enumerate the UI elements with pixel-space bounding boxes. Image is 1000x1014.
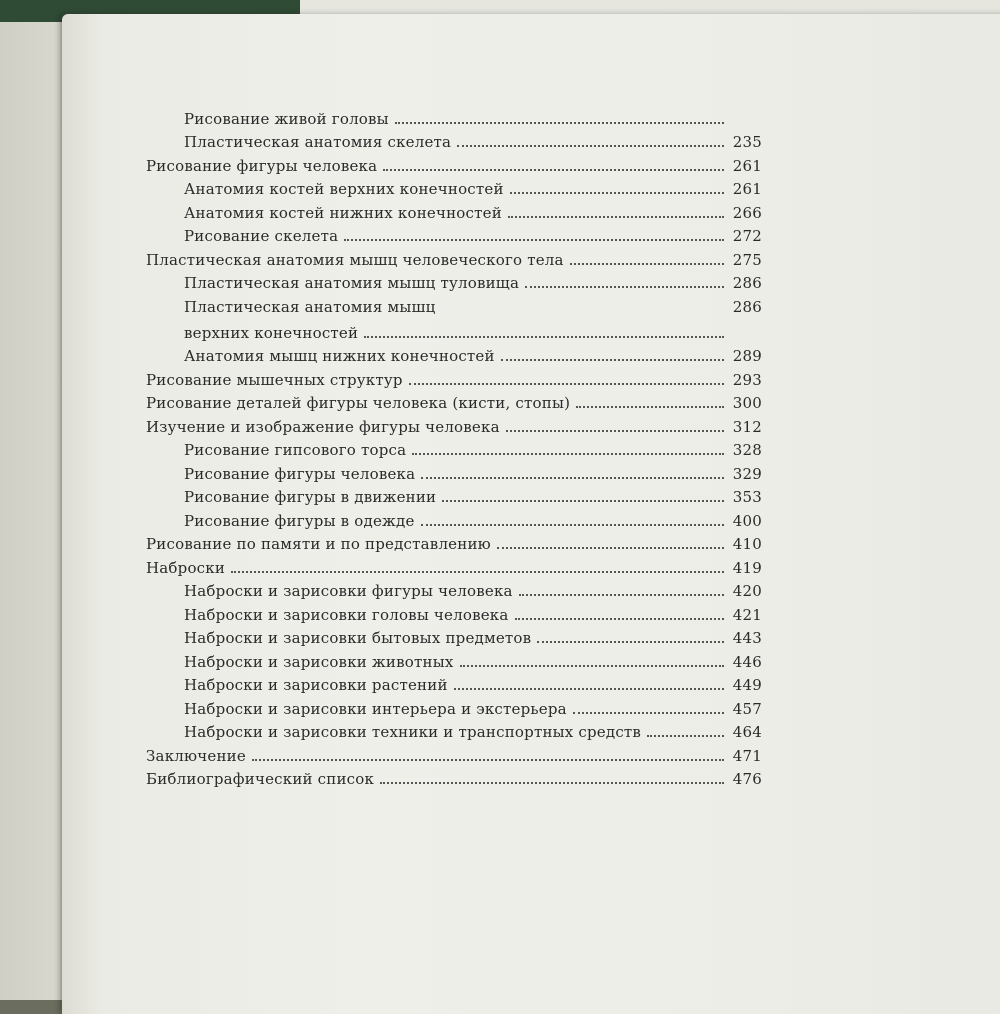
toc-entry-title: Рисование деталей фигуры человека (кисти, стопы) <box>146 394 571 412</box>
toc-entry <box>146 647 762 671</box>
toc-entry-title: Рисование по памяти и по представлению <box>146 535 491 553</box>
dot-leader <box>395 121 724 124</box>
toc-entry-title: Наброски и зарисовки бытовых предметов <box>184 629 532 647</box>
dot-leader <box>508 215 724 218</box>
dot-leader <box>647 734 724 737</box>
dot-leader <box>421 523 724 526</box>
toc-entry-title: Рисование скелета <box>184 227 339 245</box>
toc-entry-title: Наброски и зарисовки техники и транспортных средств <box>184 723 642 741</box>
toc-entry <box>146 104 762 128</box>
toc-entry <box>146 718 762 742</box>
toc-entry-title: Пластическая анатомия мышц <box>184 297 436 316</box>
dot-leader <box>515 617 724 620</box>
toc-page-number: 419 <box>732 558 762 577</box>
toc-entry-title: Изучение и изображение фигуры человека <box>146 417 500 436</box>
dot-leader <box>409 382 724 385</box>
toc-entry-title: Пластическая анатомия мышц туловища <box>184 274 520 292</box>
dot-leader <box>525 285 724 288</box>
dot-leader <box>252 758 724 761</box>
toc-entry <box>146 365 762 389</box>
toc-entry-title: Рисование живой головы <box>184 109 389 128</box>
toc-entry <box>146 412 762 436</box>
toc-entry <box>146 245 762 269</box>
toc-entry <box>146 694 762 718</box>
toc-entry <box>146 577 762 601</box>
dot-leader <box>442 499 724 502</box>
toc-entry <box>146 292 762 316</box>
toc-entry <box>146 151 762 175</box>
toc-entry <box>146 741 762 765</box>
toc-entry-title: Заключение <box>146 746 246 765</box>
toc-entry <box>146 671 762 695</box>
dot-leader <box>421 476 724 479</box>
dot-leader <box>412 452 724 455</box>
toc-entry <box>146 765 762 789</box>
toc-entry-title: Рисование мышечных структур <box>146 370 403 389</box>
toc-entry <box>146 389 762 413</box>
toc-page-number: 286 <box>732 297 762 316</box>
toc-entry <box>146 128 762 152</box>
toc-page-number: 300 <box>732 394 762 412</box>
toc-entry <box>146 222 762 246</box>
dot-leader <box>510 191 724 194</box>
dot-leader <box>364 335 724 338</box>
toc-entry-title: Библиографический список <box>146 770 375 788</box>
dot-leader <box>497 546 724 549</box>
toc-entry-title: Пластическая анатомия скелета <box>184 133 452 151</box>
toc-page-number: 457 <box>732 699 762 718</box>
toc-entry <box>146 316 762 342</box>
toc-page-number: 476 <box>732 770 762 788</box>
dot-leader <box>344 238 724 241</box>
toc-entry-title: Рисование фигуры человека <box>146 156 378 175</box>
toc-entry <box>146 198 762 222</box>
toc-entry <box>146 269 762 293</box>
toc-page-number: 449 <box>732 676 762 694</box>
toc-entry-title: Наброски и зарисовки фигуры человека <box>184 582 513 600</box>
toc-page-number: 272 <box>732 227 762 245</box>
dot-leader <box>501 358 724 361</box>
toc-entry <box>146 483 762 507</box>
toc-page-number: 410 <box>732 535 762 553</box>
toc-page-number: 446 <box>732 652 762 671</box>
toc-page-number: 464 <box>732 723 762 741</box>
toc-entry-title: Рисование фигуры в движении <box>184 488 437 506</box>
toc-entry-title: Наброски и зарисовки растений <box>184 676 448 694</box>
toc-page-number: 471 <box>732 746 762 765</box>
toc-entry-title: Анатомия мышц нижних конечностей <box>184 347 495 365</box>
toc-entry-title: Наброски и зарисовки головы человека <box>184 605 509 624</box>
toc-entry-title: Рисование фигуры в одежде <box>184 511 415 530</box>
toc-entry <box>146 530 762 554</box>
toc-page-number: 261 <box>732 180 762 198</box>
dot-leader <box>231 570 724 573</box>
dot-leader <box>537 640 724 643</box>
dot-leader <box>454 687 724 690</box>
toc-entry <box>146 553 762 577</box>
toc-page-number: 400 <box>732 511 762 530</box>
toc-entry-title: Пластическая анатомия мышц человеческого тела <box>146 250 564 269</box>
dot-leader <box>573 711 724 714</box>
toc-entry <box>146 459 762 483</box>
toc-entry-title: Наброски и зарисовки животных <box>184 652 454 671</box>
dot-leader <box>576 405 724 408</box>
toc-entry-title: Рисование фигуры человека <box>184 464 416 483</box>
dot-leader <box>460 664 724 667</box>
table-of-contents <box>146 104 762 788</box>
toc-entry-title: Наброски <box>146 558 226 577</box>
toc-page-number: 266 <box>732 203 762 222</box>
dot-leader <box>442 311 725 312</box>
dot-leader <box>506 429 724 432</box>
toc-entry <box>146 600 762 624</box>
toc-page-number: 328 <box>732 441 762 459</box>
toc-entry <box>146 624 762 648</box>
toc-page-number: 261 <box>732 156 762 175</box>
toc-page-number: 329 <box>732 464 762 483</box>
toc-page-number: 293 <box>732 370 762 389</box>
dot-leader <box>570 262 724 265</box>
dot-leader <box>519 593 724 596</box>
toc-entry-title: Анатомия костей нижних конечностей <box>184 203 502 222</box>
toc-entry-title: верхних конечностей <box>184 323 359 342</box>
toc-page-number: 421 <box>732 605 762 624</box>
toc-page-number: 353 <box>732 488 762 506</box>
toc-entry <box>146 175 762 199</box>
toc-entry-title: Рисование гипсового торса <box>184 441 407 459</box>
toc-entry-title: Наброски и зарисовки интерьера и экстерьера <box>184 699 567 718</box>
toc-page-number: 235 <box>732 133 762 151</box>
toc-page-number: 420 <box>732 582 762 600</box>
toc-page-number: 312 <box>732 417 762 436</box>
toc-entry-title: Анатомия костей верхних конечностей <box>184 180 504 198</box>
toc-entry <box>146 436 762 460</box>
dot-leader <box>383 168 724 171</box>
toc-entry <box>146 506 762 530</box>
toc-page-number: 289 <box>732 347 762 365</box>
toc-entry <box>146 342 762 366</box>
dot-leader <box>380 781 724 784</box>
toc-page-number: 286 <box>732 274 762 292</box>
toc-page-number: 443 <box>732 629 762 647</box>
dot-leader <box>457 144 724 147</box>
toc-page-number: 275 <box>732 250 762 269</box>
